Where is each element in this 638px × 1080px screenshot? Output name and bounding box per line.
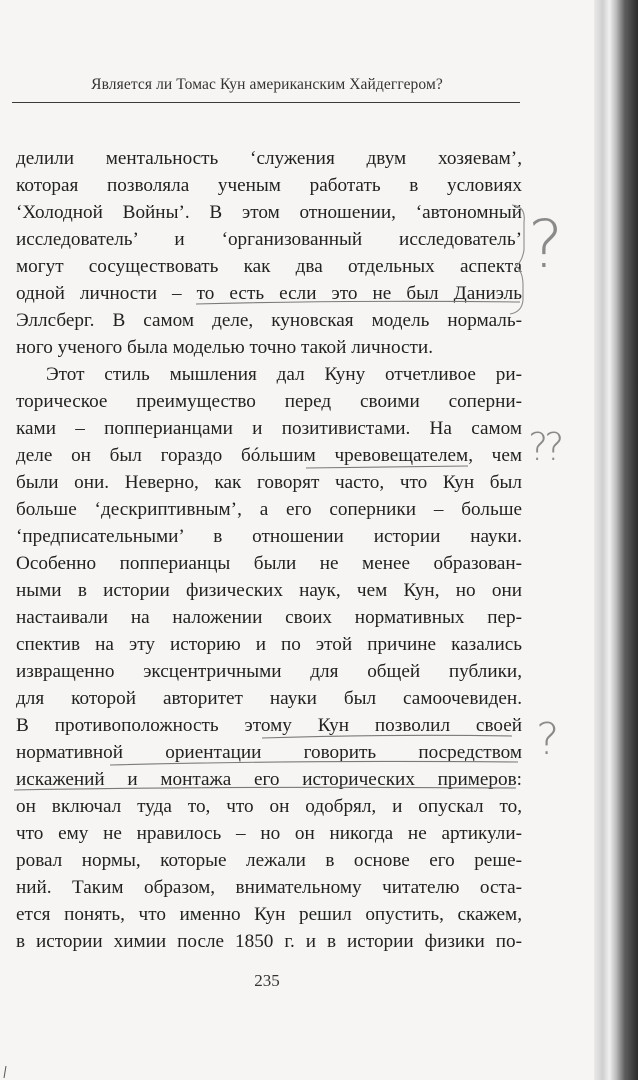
pencil-tick <box>4 1066 6 1078</box>
text-line: больше ‘дескриптивным’, а его соперники – больше <box>16 499 522 520</box>
text-line: торическое преимущество перед своими соперни- <box>16 391 522 412</box>
text-line: деле он был гораздо бóльшим чревовещателем, чем <box>16 445 522 466</box>
text-line: спектив на эту историю и по этой причине казались <box>16 634 522 655</box>
text-line: ‘Холодной Войны’. В этом отношении, ‘автономный <box>16 202 522 223</box>
page-number: 235 <box>254 971 280 990</box>
text-line: ется понять, что именно Кун решил опустить, скажем, <box>16 904 522 925</box>
text-line: он включал туда то, что он одобрял, и опускал то, <box>16 796 522 817</box>
header-rule <box>12 102 520 103</box>
text-line: могут сосуществовать как два отдельных аспекта <box>16 256 522 277</box>
text-line: были они. Неверно, как говорят часто, что Кун был <box>16 472 522 493</box>
body-text <box>16 145 522 955</box>
text-line: ными в истории физических наук, чем Кун, но они <box>16 580 522 601</box>
text-line: для которой авторитет науки был самоочевиден. <box>16 688 522 709</box>
book-spine-shadow <box>594 0 638 1080</box>
text-line: делили ментальность ‘служения двум хозяевам’, <box>16 148 522 169</box>
text-line: ‘предписательными’ в отношении истории науки. <box>16 526 522 547</box>
text-line: которая позволяла ученым работать в условиях <box>16 175 522 196</box>
text-line: В противоположность этому Кун позволил своей <box>16 715 522 736</box>
text-line: ками – попперианцами и позитивистами. На самом <box>16 418 522 439</box>
text-line: в истории химии после 1850 г. и в истории физики по- <box>16 931 522 952</box>
margin-question-marks: ?? <box>528 425 561 469</box>
running-head: Является ли Томас Кун американским Хайдеггером? <box>91 76 443 93</box>
text-line: нормативной ориентации говорить посредством <box>16 742 522 763</box>
text-line: искажений и монтажа его исторических примеров: <box>16 769 522 790</box>
text-line: ний. Таким образом, внимательному читателю оста- <box>16 877 522 898</box>
text-line: исследователь’ и ‘организованный исследователь’ <box>16 229 522 250</box>
text-line: одной личности – то есть если это не был Даниэль <box>16 283 522 304</box>
text-line: ровал нормы, которые лежали в основе его реше- <box>16 850 522 871</box>
margin-question-mark: ? <box>536 714 560 765</box>
text-line: ного ученого была моделью точно такой личности. <box>16 337 433 358</box>
text-line: настаивали на наложении своих нормативных пер- <box>16 607 522 628</box>
text-line: извращенно эксцентричными для общей публики, <box>16 661 522 682</box>
text-line: Эллсберг. В самом деле, куновская модель нормаль- <box>16 310 522 331</box>
text-line-indent: Этот стиль мышления дал Куну отчетливое ри- <box>46 364 522 385</box>
margin-question-mark: ? <box>528 206 564 283</box>
text-line: Особенно попперианцы были не менее образован- <box>16 553 522 574</box>
text-line: что ему не нравилось – но он никогда не артикули- <box>16 823 522 844</box>
